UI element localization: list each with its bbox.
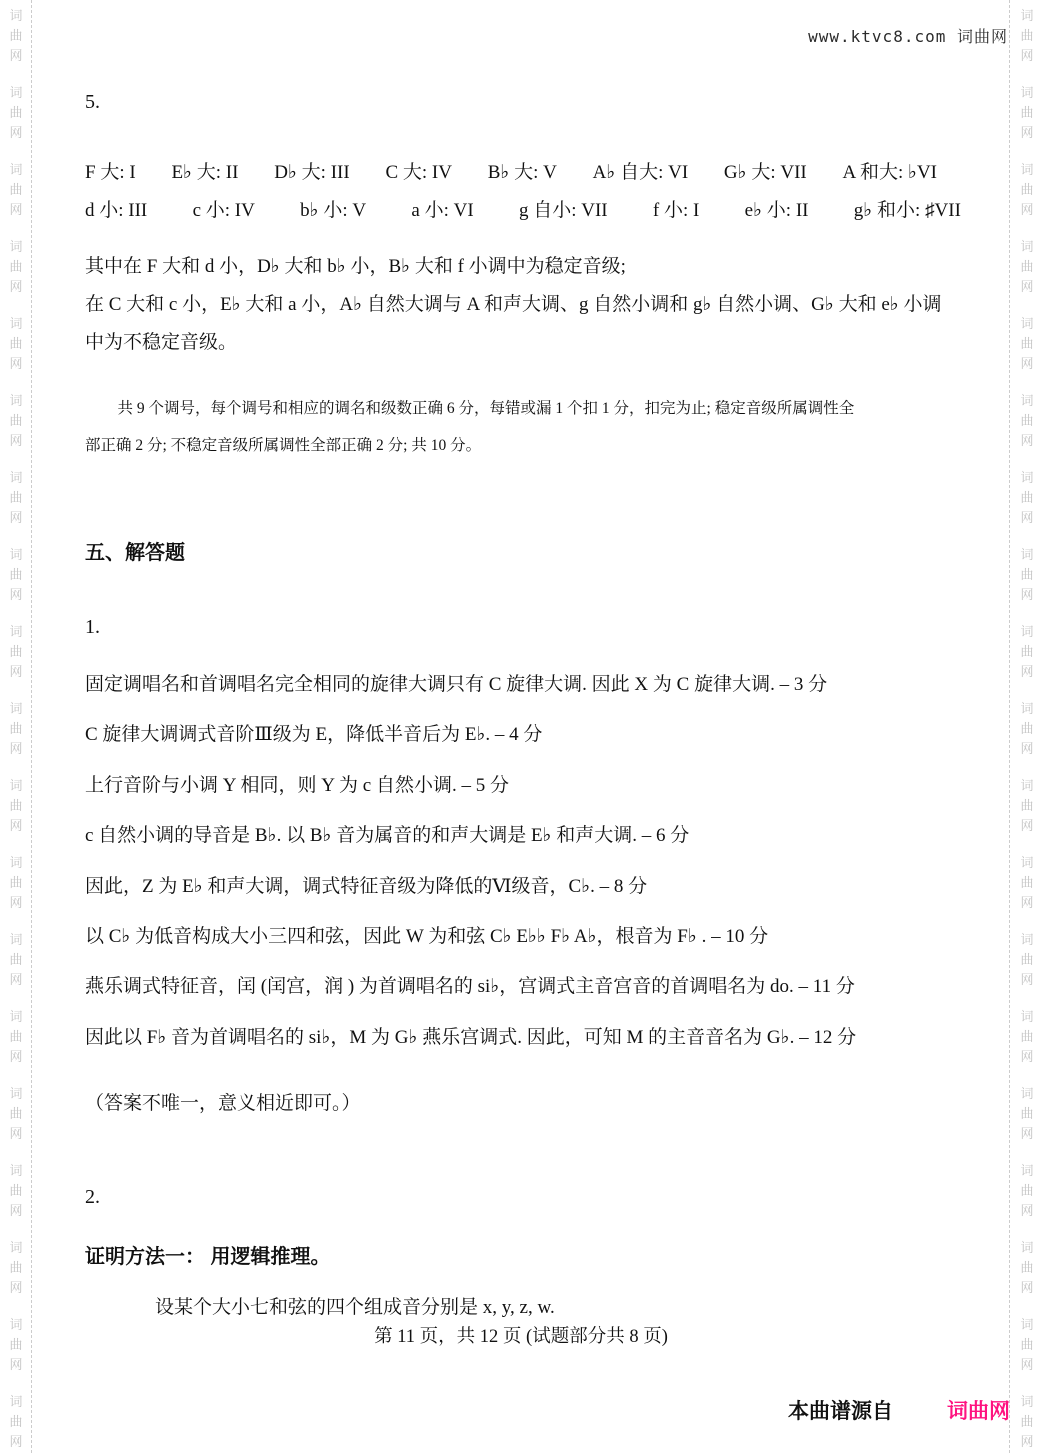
watermark-group: 词 曲 网 — [1020, 85, 1034, 140]
key-grade-item: g♭ 和小: ♯VII — [853, 200, 961, 221]
watermark-group: 词 曲 网 — [1020, 1009, 1034, 1064]
watermark-group: 词 曲 网 — [9, 8, 23, 63]
minor-keys-row — [85, 195, 961, 222]
key-grade-item: A 和大: ♭VI — [842, 162, 937, 183]
watermark-group: 词 曲 网 — [1020, 8, 1034, 63]
watermark-group: 词 曲 网 — [1020, 1240, 1034, 1295]
key-grade-item: D♭ 大: III — [274, 162, 350, 183]
watermark-group: 词 曲 网 — [9, 85, 23, 140]
watermark-group: 词 曲 网 — [9, 1009, 23, 1064]
paragraph-line: 在 C 大和 c 小，E♭ 大和 a 小，A♭ 自然大调与 A 和声大调、g 自然小调和 g♭ 自然小调、G♭ 大和 e♭ 小调 — [85, 294, 942, 315]
page-footer: 第 11 页，共 12 页 (试题部分共 8 页) — [374, 1327, 668, 1347]
question-2-number: 2. — [85, 1186, 100, 1208]
left-dashed-divider — [31, 0, 32, 1453]
key-grade-item: g 自小: VII — [518, 200, 608, 221]
key-grade-item: G♭ 大: VII — [723, 162, 807, 183]
watermark-group: 词 曲 网 — [9, 778, 23, 833]
watermark-group: 词 曲 网 — [1020, 393, 1034, 448]
watermark-group: 词 曲 网 — [9, 855, 23, 910]
key-grade-item: c 小: IV — [192, 200, 255, 221]
key-grade-item: a 小: VI — [411, 200, 474, 221]
proof-setup-line: 设某个大小七和弦的四个组成音分别是 x, y, z, w. — [155, 1297, 555, 1318]
watermark-group: 词 曲 网 — [9, 1163, 23, 1218]
key-grade-item: C 大: IV — [385, 162, 452, 183]
watermark-group: 词 曲 网 — [9, 1086, 23, 1141]
watermark-group: 词 曲 网 — [9, 162, 23, 217]
question-5-number: 5. — [85, 91, 100, 113]
watermark-group: 词 曲 网 — [1020, 1163, 1034, 1218]
answer-note: （答案不唯一，意义相近即可。） — [85, 1093, 361, 1114]
watermark-group: 词 曲 网 — [1020, 162, 1034, 217]
right-dashed-divider — [1009, 0, 1010, 1453]
watermark-group: 词 曲 网 — [1020, 624, 1034, 679]
watermark-group: 词 曲 网 — [1020, 778, 1034, 833]
watermark-group: 词 曲 网 — [9, 701, 23, 756]
answer-line: 燕乐调式特征音，闰 (闰宫，润 ) 为首调唱名的 si♭，宫调式主音宫音的首调唱名为 do. – 11 分 — [85, 976, 855, 998]
watermark-group: 词 曲 网 — [1020, 932, 1034, 987]
answer-line: 因此，Z 为 E♭ 和声大调，调式特征音级为降低的Ⅵ级音，C♭. – 8 分 — [85, 875, 648, 897]
key-grade-item: e♭ 小: II — [744, 200, 809, 221]
paragraph-line: 其中在 F 大和 d 小，D♭ 大和 b♭ 小，B♭ 大和 f 小调中为稳定音级; — [85, 256, 626, 277]
watermark-group: 词 曲 网 — [1020, 1086, 1034, 1141]
key-grade-item: b♭ 小: V — [300, 200, 367, 221]
proof-method-heading: 证明方法一： 用逻辑推理。 — [85, 1246, 331, 1268]
answer-line: C 旋律大调调式音阶Ⅲ级为 E，降低半音后为 E♭. – 4 分 — [85, 724, 543, 746]
watermark-group: 词 曲 网 — [1020, 1317, 1034, 1372]
watermark-group: 词 曲 网 — [1020, 1394, 1034, 1449]
answer-line: 因此以 F♭ 音为首调唱名的 si♭，M 为 G♭ 燕乐宫调式. 因此，可知 M 的主音音名为 G♭. – 12 分 — [85, 1026, 857, 1048]
key-grade-item: E♭ 大: II — [171, 162, 239, 183]
stability-paragraph — [85, 248, 942, 362]
credit-line — [788, 1395, 1010, 1425]
watermark-group: 词 曲 网 — [1020, 239, 1034, 294]
watermark-group: 词 曲 网 — [1020, 701, 1034, 756]
scoring-line: 部正确 2 分; 不稳定音级所属调性全部正确 2 分; 共 10 分。 — [85, 437, 482, 454]
paragraph-line: 中为不稳定音级。 — [85, 332, 238, 353]
scoring-line: 共 9 个调号，每个调号和相应的调名和级数正确 6 分，每错或漏 1 个扣 1 分，扣完为止; 稳定音级所属调性全 — [117, 400, 855, 417]
essay-section-heading: 五、解答题 — [85, 542, 185, 564]
credit-brand: 词曲网 — [947, 1400, 1010, 1423]
key-grade-item: A♭ 自大: VI — [592, 162, 689, 183]
key-grade-item: d 小: III — [85, 200, 148, 221]
answer-line: 上行音阶与小调 Y 相同，则 Y 为 c 自然小调. – 5 分 — [85, 774, 509, 796]
question-1-number: 1. — [85, 616, 100, 638]
watermark-group: 词 曲 网 — [1020, 855, 1034, 910]
scoring-note — [85, 390, 854, 464]
key-grade-item: F 大: I — [85, 162, 136, 183]
watermark-group: 词 曲 网 — [9, 393, 23, 448]
answer-line: c 自然小调的导音是 B♭. 以 B♭ 音为属音的和声大调是 E♭ 和声大调. – 6 分 — [85, 825, 690, 847]
watermark-group: 词 曲 网 — [9, 1240, 23, 1295]
key-grade-item: f 小: I — [652, 200, 700, 221]
watermark-group: 词 曲 网 — [9, 316, 23, 371]
answer-line: 以 C♭ 为低音构成大小三四和弦，因此 W 为和弦 C♭ E♭♭ F♭ A♭，根音为 F♭ . – 10 分 — [85, 926, 769, 948]
watermark-group: 词 曲 网 — [9, 1394, 23, 1449]
watermark-column-left — [2, 6, 30, 1452]
watermark-column-right — [1013, 6, 1041, 1452]
watermark-group: 词 曲 网 — [9, 239, 23, 294]
watermark-group: 词 曲 网 — [9, 624, 23, 679]
key-grade-item: B♭ 大: V — [487, 162, 557, 183]
watermark-group: 词 曲 网 — [1020, 470, 1034, 525]
answer-line: 固定调唱名和首调唱名完全相同的旋律大调只有 C 旋律大调. 因此 X 为 C 旋律大调. – 3 分 — [85, 674, 828, 695]
site-watermark-top: www.ktvc8.com 词曲网 — [808, 27, 1008, 46]
credit-prefix: 本曲谱源自 — [788, 1400, 893, 1423]
answer-lines — [85, 660, 856, 1063]
watermark-group: 词 曲 网 — [9, 470, 23, 525]
watermark-group: 词 曲 网 — [9, 932, 23, 987]
watermark-group: 词 曲 网 — [1020, 547, 1034, 602]
major-keys-row — [85, 157, 937, 184]
watermark-group: 词 曲 网 — [9, 547, 23, 602]
watermark-group: 词 曲 网 — [1020, 316, 1034, 371]
watermark-group: 词 曲 网 — [9, 1317, 23, 1372]
